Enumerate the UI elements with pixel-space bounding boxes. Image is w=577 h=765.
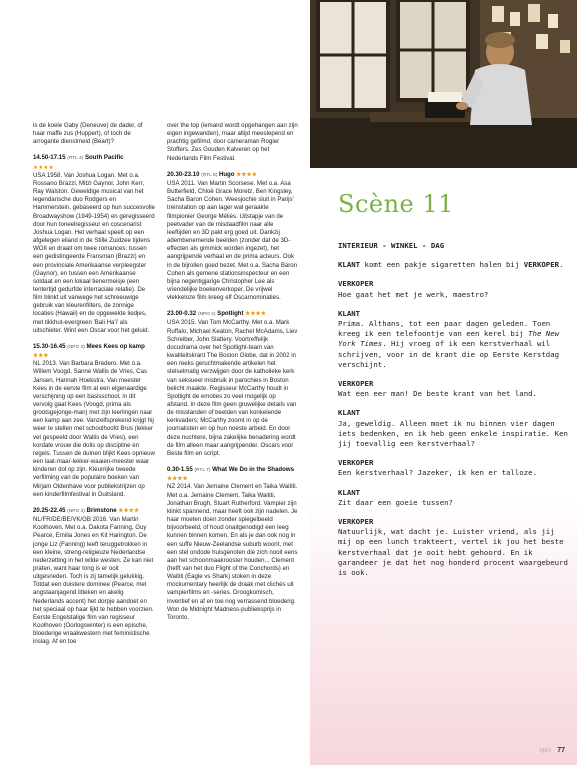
character-name: VERKOPER <box>523 260 560 270</box>
speaker-name: VERKOPER <box>338 379 374 389</box>
listing-time: 15.30-16.45 <box>33 342 66 350</box>
character-name: KLANT <box>338 260 361 270</box>
dialogue-block <box>338 309 568 370</box>
listing-description: NL/FR/DE/BE/VK/GB 2016. Van Martin Koolhoven. Met o.a. Dakota Fanning, Guy Pearce, Emilia Jones en Kit Harington. De jonge Liz (Fanning) leeft teruggetrokken in een kleine, streng-religieuze Nederlandse nederzetting in het wilde westen. Ze kan niet praten, want haar tong is er ooit uitgesneden. Toch is zij tamelijk gelukkig, Totdat een duistere dominee (Pearce, met angstaanjagend litteken en akelig Nederlands accent) het dorpje aandoet en het speciaal op haar lijkt te hebben voorzien. Eerste Engelstalige film van regisseur Koolhoven (Oorlogswinter) is een epische, bloederige wraakwestern met feministische inslag. Af en toe <box>33 516 154 646</box>
dialogue-block <box>338 458 568 478</box>
writer-at-typewriter-photo <box>310 0 577 168</box>
listing-south-pacific <box>33 154 155 334</box>
listings-column-1 <box>33 122 155 655</box>
listing-title: Spotlight <box>217 310 244 318</box>
listing-hugo <box>167 171 298 303</box>
action-text: . <box>559 260 564 270</box>
listing-header <box>33 154 155 163</box>
dialogue-block <box>338 408 568 449</box>
dialogue-text: Zit daar een goeie tussen? <box>338 497 453 507</box>
speaker-name: VERKOPER <box>338 279 374 289</box>
screenplay-panel <box>310 168 577 765</box>
speaker-name: VERKOPER <box>338 458 374 468</box>
rating-stars: ★★★★ <box>118 507 140 514</box>
listing-header <box>167 466 298 483</box>
rating-stars: ★★★★ <box>33 164 54 171</box>
brand-label: vpro <box>539 748 552 754</box>
listing-header <box>167 171 298 180</box>
dialogue-text: Hoe gaat het met je werk, maestro? <box>338 289 489 299</box>
listing-title: South Pacific <box>84 154 124 162</box>
dialogue-text: Natuurlijk, wat dacht je. Luister vriend, als jij mij op een lunch trakteert, vertel ik jou het beste kerstverhaal dat je ooit hebt gehoord. En ik garandeer je dat het nog honderd procent waargebeurd is ook. <box>338 527 568 578</box>
listing-spotlight <box>167 310 298 458</box>
listing-time: 0.30-1.55 <box>167 466 193 474</box>
listing-header <box>33 507 155 516</box>
dialogue-text: Wat een eer man! De beste krant van het land. <box>338 389 537 399</box>
listing-header <box>33 343 155 360</box>
speaker-name: KLANT <box>338 308 361 318</box>
speaker-name: VERKOPER <box>338 517 374 527</box>
listing-channel: (RTL 7) <box>194 468 211 474</box>
dialogue-block <box>338 488 568 508</box>
dialogue-text: Een kerstverhaal? Jazeker, ik ken er talloze. <box>338 468 537 478</box>
speaker-name: KLANT <box>338 408 361 418</box>
rating-stars: ★★★★ <box>245 311 267 318</box>
scene-title: Scène 11 <box>338 190 454 218</box>
screenplay-text <box>338 241 568 587</box>
listing-time: 20.25-22.45 <box>33 506 66 514</box>
dialogue-text: . Hij vroeg of ik een kerstverhaal wil schrijven, voor in de krant die op Eerste Kerstdag verschijnt. <box>338 339 560 369</box>
speaker-name: KLANT <box>338 487 361 497</box>
listing-channel: (NPO 2) <box>197 312 216 318</box>
listing-description: NL 2013. Van Barbara Bredero. Met o.a. Willem Voogd, Sanne Wallis de Vries, Cas Jansen, Hannah Hoekstra. Van meester Kees in de eerste film al een eigenaardige verschijning op een basisschool, in dit vervolg gaat Kees (Voogd, prima als grootsgejonge-man) met zijn leerlingen naar een kamp aan zee. Vanzelfsprekend krijgt hij weer te stellen met schoolhoofd Brus (lekker vet gespeeld door Wallis de Vries), een kordate vrouw die dolis op discipline en regels. Tussen de duinen blijkt Kees opnieuw een laat-maar-lekker-waaien-meester waar kinderen dol op zijn. Kleurrijke tweede verfilming van de populaire boeken van Mirjam Oldenhave voor publiekstrijzen op een kinderfilmfestival in Duitsland. <box>33 360 155 498</box>
listing-description: NZ 2014. Van Jemaine Clement en Taika Waititi. Met o.a. Jemaine Clement, Taika Waititi, Jonathan Brugh, Stuart Rutherford. Vampier zijn klinkt spannend, maar heeft ook zijn nadelen. Je haar moeten doen zonder spiegelbeeld bijvoorbeeld, of houd onaitgenodigd een leeg kunnen binnen komen. En als je dan ook nog in een suffe Nieuw-Zeelandse suburb woont, met een stel ondode huisgenoten die zich nooit eens aan het schoonmaakrooster houden... Clement (helft van het duo Flight of the Conchords) en Waititi (Eagle vs Shark) stoken in deze mockumentary heerlijk de draak met clichés uit vampierfilms en -series. Droogkomisch, inventief en af en toe nog verrassend bloederig. Won de Midnight Madness-publieksprijs in Toronto. <box>167 483 298 621</box>
listing-description: USA 2011. Van Martin Scorsese. Met o.a. Asa Butterfield, Chloë Grace Moretz, Ben Kingsley, Sacha Baron Cohen. Weesjochie sluit in Parijs' treinstation op aan lager wal geraakte filmpionier George Méliès. Uitstapje van de peetvader van de misdaadfilm naar alle leeftijden en 3D pakt erg goed uit. Dankzij adembenemende beelden (zonder dat de 3D-effecten als gimmick worden ingezet), het aangrijpende verhaal en de prima acteurs. Ook in de bijrollen goed bezet. Met o.a. Sacha Baron Cohen als gemene stationsinspecteur en een bijna negentigjarige Christopher Lee als vriendelijke boekenverkoper. De vrijwel vlekkeloze film kreeg elf Oscarnominaties. <box>167 179 298 302</box>
photo-illustration <box>310 0 577 168</box>
action-line <box>338 260 568 270</box>
dialogue-block <box>338 279 568 299</box>
listings-column-2 <box>167 122 298 630</box>
listing-time: 23.00-0.32 <box>167 310 197 318</box>
listing-what-we-do-in-the-shadows <box>167 466 298 622</box>
listing-mees-kees <box>33 343 155 499</box>
dialogue-italic-text: The New York Times <box>338 329 560 349</box>
listing-header <box>167 310 298 319</box>
column-2-intro: over the top (iemand wordt opgehangen aan zijn eigen ingewanden), maar altijd meeslepend en prachtig gefilmd, door cameraman Rogier Stoffers. Zes Gouden Kalveren op het Nederlands Film Festival. <box>167 122 298 162</box>
page-footer <box>540 747 565 754</box>
rating-stars: ★★★★ <box>236 171 258 178</box>
listing-time: 14.50-17.15 <box>33 154 66 162</box>
listing-title: Hugo <box>218 170 235 178</box>
listing-time: 20.30-23.10 <box>167 170 200 178</box>
rating-stars: ★★★ <box>33 353 49 360</box>
listing-description: USA 1958. Van Joshua Logan. Met o.a. Rossano Brazzi, Mitzi Gaynor, John Kerr, Ray Walston. Geweldige musical van het legendarische duo Rodgers en Hammerstein, gebaseerd op hun succesvolle Broadwayshow (1949-1954) en geregisseerd door hun toneelregisseur en coscenarist Joshua Logan. Het verhaal speelt op een afgelegen eiland in de Stille Zuidzee tijdens WOII en draait om twee romances: tussen een gedistingeerde Fransman (Brazzi) en een provinciale Amerikaanse verpleegster (Gaynor), en tussen een Amerikaanse soldaat en een lokaal tienermeisje (een tentertijd gedurfde interraciale relatie). De film blinkt uit vanwege het schreeuwige gebruik van kleurenfilters, de zonnige locaties (Hawaii) en de opgewekte liedjes, met tikkhut-evergreen 'Bali Ha'i' als uitschieter. Wint een Oscar voor het geluid. <box>33 171 155 334</box>
scene-slugline: INTERIEUR - WINKEL - DAG <box>338 241 445 250</box>
dialogue-block <box>338 517 568 578</box>
rating-stars: ★★★★ <box>167 476 188 483</box>
action-text: komt een pakje sigaretten halen bij <box>360 260 524 270</box>
dialogue-text: Prima. Althans, tot een paar dagen geleden. Toen kreeg ik een telefoontje van een kerel bij <box>338 319 551 339</box>
dialogue-text: Ja, geweldig. Alleen moet ik nu binnen vier dagen iets bedenken, en ik heb geen enkele inspiratie. Ken jij toevallig een kerstverhaal? <box>338 418 568 449</box>
column-1-intro: is de koele Gaby (Deneuve) de dader, of haar maffe zus (Huppert), of toch de arrogante dienstmeid (Béart)? <box>33 122 143 146</box>
listing-title: Brimstone <box>86 506 117 514</box>
listing-title: Mees Kees op kamp <box>86 342 145 350</box>
page-number: 77 <box>557 747 565 754</box>
listing-channel: (NPO 3) <box>67 508 85 514</box>
listing-channel: (NPO 3) <box>67 344 85 350</box>
listing-brimstone <box>33 507 155 647</box>
listing-description: USA 2015. Van Tom McCarthy. Met o.a. Mark Ruffalo, Michael Keaton, Rachel McAdams, Liev Schreiber, John Slattery. Voortreffelijk docudrama over het Spotlight-team van kwaliteitskrant The Boston Globe, dat in 2002 in een reeks geruchtmakende artikelen het stelselmatig verzwijgen door de katholieke kerk van seksueel misbruik in parochies in Boston belicht maakte. Regisseur McCarthy houdt in Spotlight de emoties zo veel mogelijk op afstand. In deze film geen gruwelijke details van de misstanden of beelden van konkelende kerkvaders; McCarthy zoomt in op de journalisten en op hun noeste arbeid. En door deze nuchtere, bijna zakelijke benadering wordt de film alleen maar aangrijpender. Oscars voor Beste film en script. <box>167 319 298 457</box>
listing-channel: (RTL 8) <box>201 172 218 178</box>
dialogue-block <box>338 379 568 399</box>
listing-channel: (RTL 4) <box>67 156 84 162</box>
listing-title: What We Do in the Shadows <box>212 466 294 474</box>
